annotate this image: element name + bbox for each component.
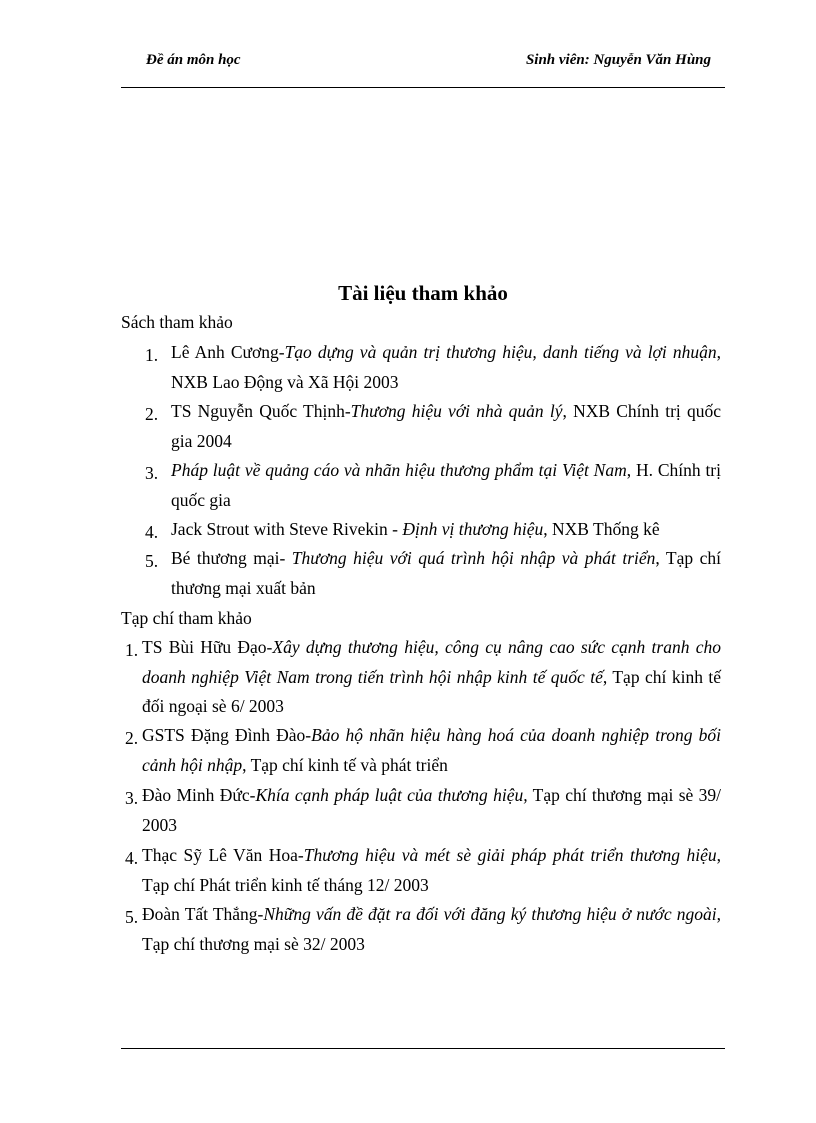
reference-number: 5.	[125, 907, 139, 927]
reference-title: Tạo dựng và quản trị thương hiệu, danh tiếng và lợi nhuận	[284, 342, 717, 362]
reference-title: Những vấn đề đặt ra đối với đăng ký thương hiệu ở nước ngoài	[263, 904, 717, 924]
reference-author: GSTS Đặng Đình Đào-	[142, 725, 312, 745]
reference-number: 4.	[145, 522, 159, 542]
header-course-label: Đề án môn học	[146, 52, 241, 68]
reference-number: 2.	[145, 404, 159, 424]
reference-number: 1.	[145, 345, 159, 365]
reference-publisher: , Tạp chí Phát triển kinh tế tháng 12/ 2003	[142, 845, 721, 895]
reference-title: Pháp luật về quảng cáo và nhãn hiệu thương phẩm tại Việt Nam	[171, 460, 627, 480]
reference-publisher: , Tạp chí thương mại sè 32/ 2003	[142, 904, 721, 954]
reference-title: Thương hiệu với nhà quản lý	[350, 401, 563, 421]
journals-heading: Tạp chí tham khảo	[121, 608, 252, 628]
reference-number: 3.	[145, 463, 159, 483]
reference-publisher: , Tạp chí kinh tế và phát triển	[242, 754, 448, 775]
reference-number: 3.	[125, 788, 139, 808]
reference-author: Đào Minh Đức-	[142, 785, 256, 805]
reference-title: Định vị thương hiệu	[402, 519, 544, 539]
reference-title: Khía cạnh pháp luật của thương hiệu,	[255, 785, 528, 805]
reference-author: Đoàn Tất Thắng-	[142, 904, 264, 924]
reference-author: Bé thương mại-	[171, 548, 292, 568]
reference-number: 5.	[145, 551, 159, 571]
reference-author: Thạc Sỹ Lê Văn Hoa-	[142, 845, 304, 865]
reference-author: TS Bùi Hữu Đạo-	[142, 637, 273, 657]
reference-publisher: , H. Chính trị quốc gia	[171, 460, 721, 510]
header-divider	[121, 87, 725, 88]
reference-number: 4.	[125, 848, 139, 868]
reference-title: Bảo hộ nhãn hiệu hàng hoá của doanh nghiệp trong bối cảnh hội nhập	[142, 725, 721, 775]
header-student-label: Sinh viên: Nguyễn Văn Hùng	[525, 52, 711, 68]
reference-author: TS Nguyễn Quốc Thịnh-	[171, 401, 351, 421]
reference-title: Thương hiệu và mét sè giải pháp phát triển thương hiệu	[303, 845, 717, 865]
reference-title: Thương hiệu với quá trình hội nhập và phát triển	[291, 548, 656, 568]
reference-author: Jack Strout with Steve Rivekin -	[171, 519, 403, 539]
footer-divider	[121, 1048, 725, 1049]
reference-publisher: , NXB Lao Động và Xã Hội 2003	[171, 342, 721, 392]
reference-publisher: , Tạp chí kinh tế đối ngoại sè 6/ 2003	[142, 666, 722, 716]
books-heading: Sách tham khảo	[121, 312, 233, 332]
reference-author: Lê Anh Cương-	[171, 342, 285, 362]
reference-publisher: , NXB Thống kê	[543, 519, 660, 539]
reference-number: 1.	[125, 640, 139, 660]
reference-publisher: , NXB Chính trị quốc gia 2004	[171, 401, 721, 451]
page-title: Tài liệu tham khảo	[338, 281, 508, 305]
reference-title: Xây dựng thương hiệu, công cụ nâng cao sức cạnh tranh cho doanh nghiệp Việt Nam trong tiến trình hội nhập kinh tế quốc tế	[142, 637, 722, 687]
reference-publisher: Tạp chí thương mại sè 39/ 2003	[142, 785, 722, 835]
reference-publisher: , Tạp chí thương mại xuất bản	[171, 548, 721, 598]
reference-number: 2.	[125, 728, 139, 748]
